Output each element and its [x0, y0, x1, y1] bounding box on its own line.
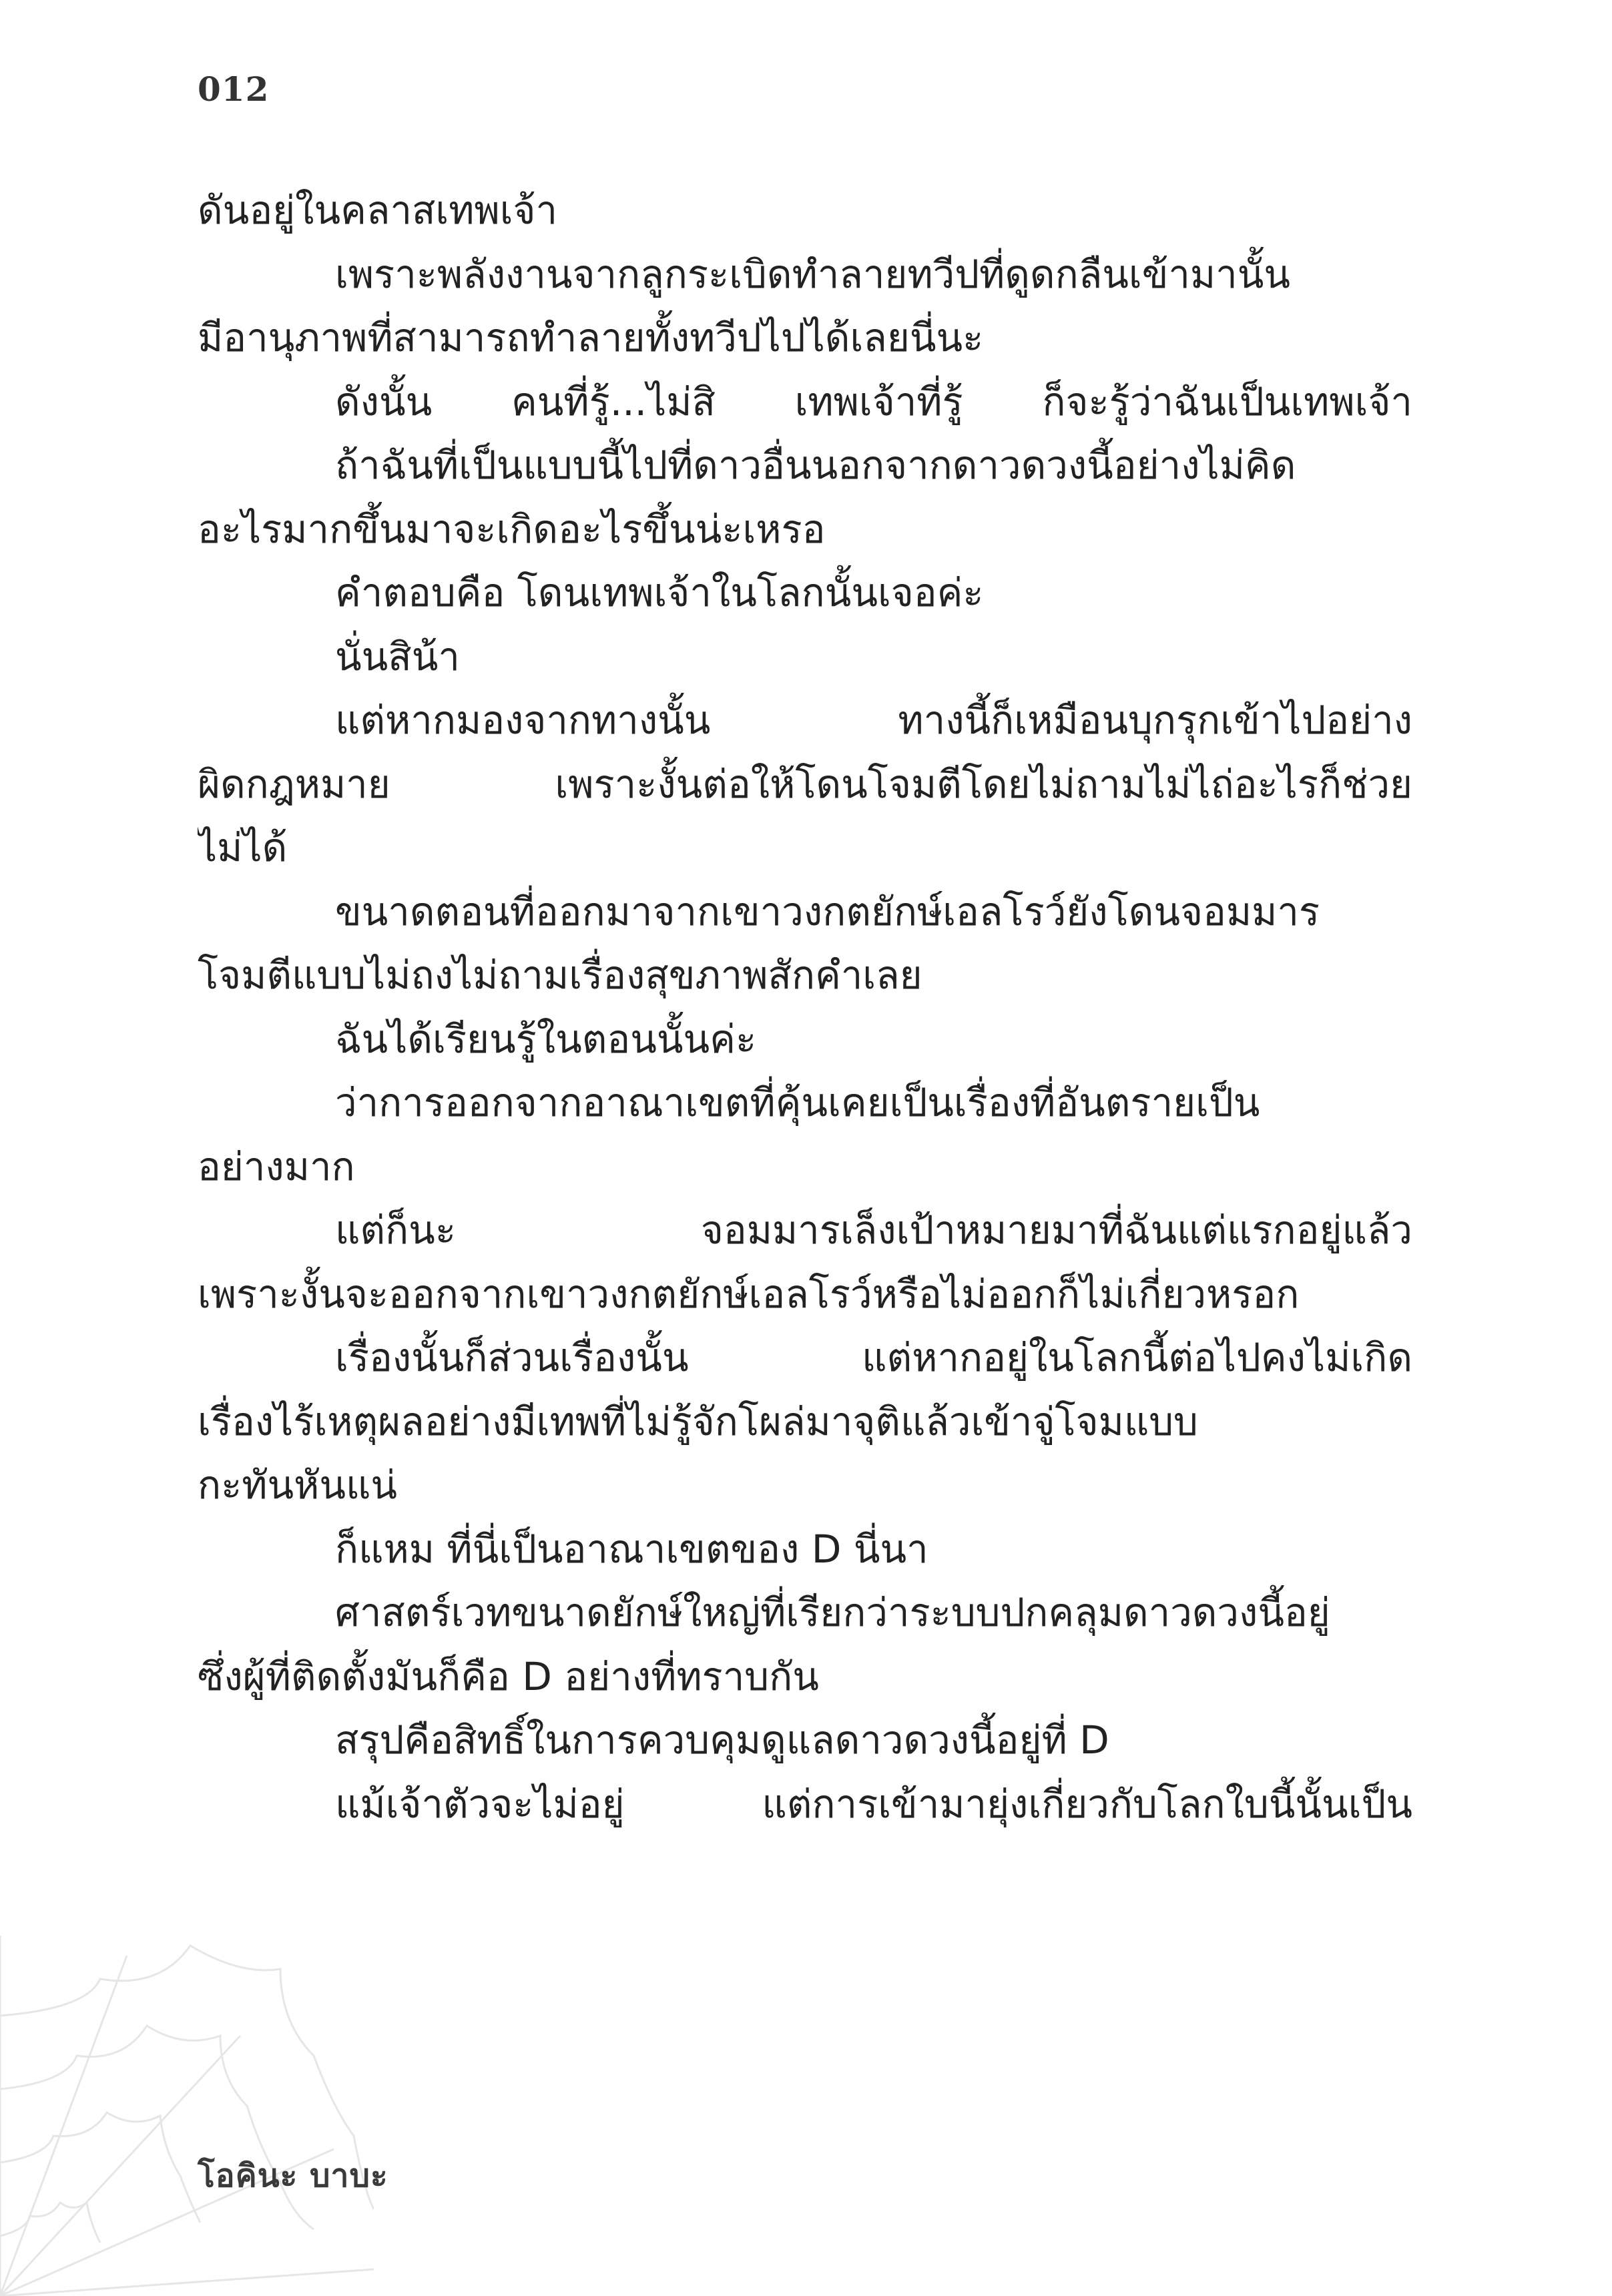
text-line: แม้เจ้าตัวจะไม่อยู่ แต่การเข้ามายุ่งเกี่ยวกับโลกใบนี้นั้นเป็น — [335, 1781, 1412, 1827]
text-line: แต่หากมองจากทางนั้น ทางนี้ก็เหมือนบุกรุกเข้าไปอย่าง — [335, 697, 1412, 743]
text-line: อย่างมาก — [198, 1143, 355, 1189]
text-line: อะไรมากขึ้นมาจะเกิดอะไรขึ้นน่ะเหรอ — [198, 506, 826, 552]
text-line: มีอานุภาพที่สามารถทำลายทั้งทวีปไปได้เลยนี่นะ — [198, 315, 984, 360]
text-line: สรุปคือสิทธิ์ในการควบคุมดูแลดาวดวงนี้อยู่ที่ D — [335, 1717, 1109, 1763]
text-line: ดังนั้น คนที่รู้...ไม่สิ เทพเจ้าที่รู้ ก็จะรู้ว่าฉันเป็นเทพเจ้า — [335, 378, 1412, 424]
text-line: แต่ก็นะ จอมมารเล็งเป้าหมายมาที่ฉันแต่แรกอยู่แล้ว — [335, 1207, 1412, 1253]
text-line: เรื่องนั้นก็ส่วนเรื่องนั้น แต่หากอยู่ในโลกนี้ต่อไปคงไม่เกิด — [335, 1335, 1412, 1380]
text-line: เรื่องไร้เหตุผลอย่างมีเทพที่ไม่รู้จักโผล่มาจุติแล้วเข้าจู่โจมแบบ — [198, 1398, 1198, 1444]
footer-title: โอคินะ บาบะ — [198, 2157, 388, 2195]
page-number: 012 — [198, 69, 270, 109]
text-line: ศาสตร์เวทขนาดยักษ์ใหญ่ที่เรียกว่าระบบปกคลุมดาวดวงนี้อยู่ — [335, 1590, 1330, 1635]
text-line: ผิดกฎหมาย เพราะงั้นต่อให้โดนโจมตีโดยไม่ถามไม่ไถ่อะไรก็ช่วย — [198, 761, 1412, 807]
text-line: เพราะงั้นจะออกจากเขาวงกตยักษ์เอลโรว์หรือไม่ออกก็ไม่เกี่ยวหรอก — [198, 1271, 1300, 1317]
text-line: นั่นสิน้า — [335, 633, 460, 679]
text-line: ซึ่งผู้ที่ติดตั้งมันก็คือ D อย่างที่ทราบกัน — [198, 1653, 819, 1699]
text-line: คำตอบคือ โดนเทพเจ้าในโลกนั้นเจอค่ะ — [335, 570, 984, 615]
text-line: โจมตีแบบไม่ถงไม่ถามเรื่องสุขภาพสักคำเลย — [198, 952, 922, 998]
text-line: ไม่ได้ — [198, 825, 288, 870]
spiderweb-decoration — [0, 1936, 374, 2296]
body-text — [198, 179, 1412, 1836]
text-line: ว่าการออกจากอาณาเขตที่คุ้นเคยเป็นเรื่องที่อันตรายเป็น — [335, 1080, 1260, 1125]
text-line: ขนาดตอนที่ออกมาจากเขาวงกตยักษ์เอลโรว์ยังโดนจอมมาร — [335, 888, 1320, 934]
text-line: ถ้าฉันที่เป็นแบบนี้ไปที่ดาวอื่นนอกจากดาวดวงนี้อย่างไม่คิด — [335, 443, 1296, 488]
text-line: ฉันได้เรียนรู้ในตอนนั้นค่ะ — [335, 1016, 757, 1062]
text-line: ดันอยู่ในคลาสเทพเจ้า — [198, 188, 558, 233]
text-line: เพราะพลังงานจากลูกระเบิดทำลายทวีปที่ดูดกลืนเข้ามานั้น — [335, 251, 1291, 297]
text-line: กะทันหันแน่ — [198, 1462, 398, 1508]
text-line: ก็แหม ที่นี่เป็นอาณาเขตของ D นี่นา — [335, 1526, 928, 1572]
